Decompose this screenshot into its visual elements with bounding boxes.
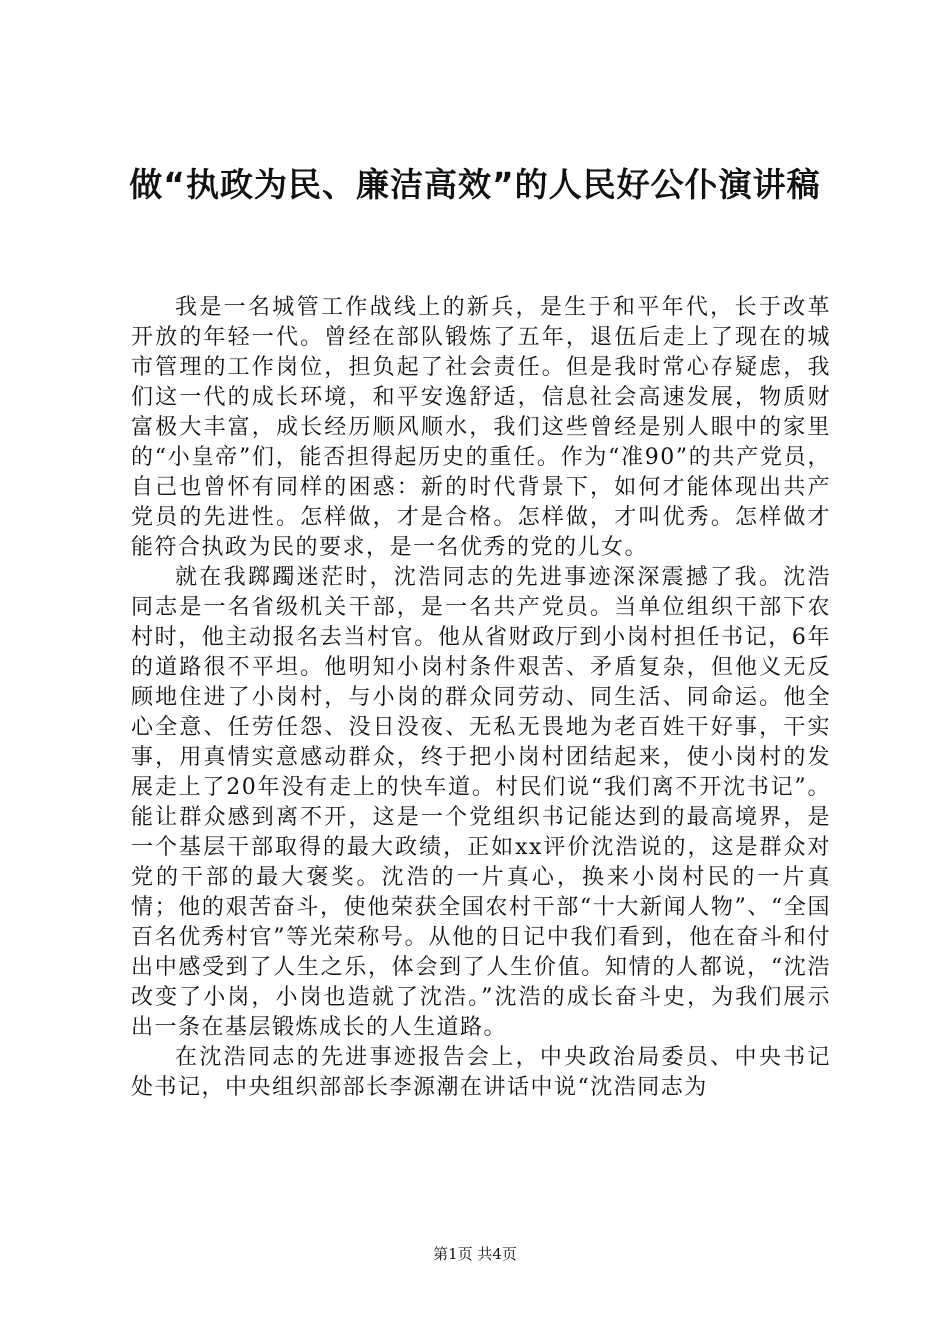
paragraph-3: 在沈浩同志的先进事迹报告会上，中央政治局委员、中央书记处书记，中央组织部部长李源潮在讲话中说“沈浩同志为 [131, 1045, 831, 1100]
paragraph-1: 我是一名城管工作战线上的新兵，是生于和平年代，长于改革开放的年轻一代。曾经在部队锻炼了五年，退伍后走上了现在的城市管理的工作岗位，担负起了社会责任。但是我时常心存疑虑，我们这一代的成长环境，和平安逸舒适，信息社会高速发展，物质财富极大丰富，成长经历顺风顺水，我们这些曾经是别人眼中的家里的“小皇帝”们，能否担得起历史的重任。作为“准90”的共产党员，自己也曾怀有同样的困惑：新的时代背景下，如何才能体现出共产党员的先进性。怎样做，才是合格。怎样做，才叫优秀。怎样做才能符合执政为民的要求，是一名优秀的党的儿女。 [131, 295, 832, 560]
document-body [131, 293, 831, 1103]
document-title: 做“执政为民、廉洁高效”的人民好公仆演讲稿 [129, 165, 821, 204]
paragraph-2: 就在我踯躅迷茫时，沈浩同志的先进事迹深深震撼了我。沈浩同志是一名省级机关干部，是一名共产党员。当单位组织干部下农村时，他主动报名去当村官。他从省财政厅到小岗村担任书记，6年的道路很不平坦。他明知小岗村条件艰苦、矛盾复杂，但他义无反顾地住进了小岗村，与小岗的群众同劳动、同生活、同命运。他全心全意、任劳任怨、没日没夜、无私无畏地为老百姓干好事，干实事，用真情实意感动群众，终于把小岗村团结起来，使小岗村的发展走上了20年没有走上的快车道。村民们说“我们离不开沈书记”。能让群众感到离不开，这是一个党组织书记能达到的最高境界，是一个基层干部取得的最大政绩，正如xx评价沈浩说的，这是群众对党的干部的最大褒奖。沈浩的一片真心，换来小岗村民的一片真情；他的艰苦奋斗，使他荣获全国农村干部“十大新闻人物”、“全国百名优秀村官”等光荣称号。从他的日记中我们看到，他在奋斗和付出中感受到了人生之乐，体会到了人生价值。知情的人都说，“沈浩改变了小岗，小岗也造就了沈浩。”沈浩的成长奋斗史，为我们展示出一条在基层锻炼成长的人生道路。 [131, 565, 831, 1040]
page-number-footer: 第1页 共4页 [433, 1245, 517, 1263]
